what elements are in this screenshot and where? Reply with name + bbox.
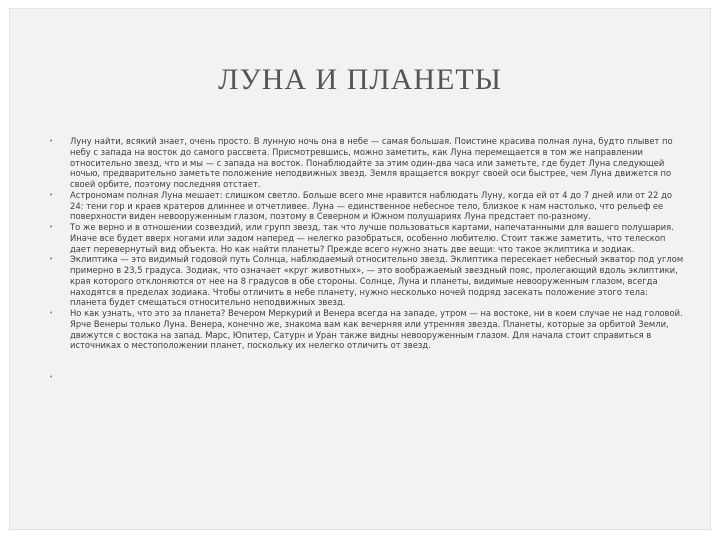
bullet-marker: • (49, 223, 54, 231)
bullet-text: То же верно и в отношении созвездий, или групп звезд, так что лучше пользоваться картами, напечатанными для вашего полушария. Иначе все будет вверх ногами или задом наперед — нелегко разобраться, особенно любителю. Стоит также заметить, что телескоп дает перевернутый вид объекта. Но как найти планеты? Прежде всего нужно знать две вещи: что такое эклиптика и зодиак. (70, 222, 674, 254)
bullet-marker: • (49, 255, 54, 264)
bullet-item (42, 190, 684, 222)
bullet-text: Луну найти, всякий знает, очень просто. В лунную ночь она в небе — самая большая. Поистине красива полная луна, будто плывет по небу с запада на восток до самого рассвета. Присмотревшись, можно заметить, как Луна перемещается в том же направлении относительно звезд, что и мы — с запада на восток. Понаблюдайте за этим один-два часа или заметьте, где будет Луна следующей ночью, предварительно заметьте положение неподвижных звезд. Земля вращается вокруг своей оси быстрее, чем Луна движется по своей орбите, поэтому последняя отстает. (70, 136, 673, 189)
bullet-marker: • (49, 309, 54, 317)
bullet-item (42, 254, 684, 308)
bullet-marker: • (49, 137, 54, 145)
slide-body (42, 136, 684, 383)
bullet-item (42, 308, 684, 351)
bullet-item (42, 136, 684, 190)
bullet-item-empty (42, 372, 684, 383)
slide-title: ЛУНА И ПЛАНЕТЫ (218, 63, 502, 96)
bullet-text: Эклиптика — это видимый годовой путь Солнца, наблюдаемый относительно звезд. Эклиптика пересекает небесный экватор под углом примерно в 23,5 градуса. Зодиак, что означает «круг животных», — это воображаемый звездный пояс, пролегающий вдоль эклиптики, края которого отклоняются от нее на 8 градусов в обе стороны. Солнце, Луна и планеты, видимые невооруженным глазом, всегда находятся в пределах зодиака. Чтобы отличить в небе планету, нужно несколько ночей подряд засекать положение этого тела: планета будет смещаться относительно неподвижных звезд. (70, 254, 684, 308)
bullet-text: Астрономам полная Луна мешает: слишком светло. Больше всего мне нравится наблюдать Луну, когда ей от 4 до 7 дней или от 22 до 24: тени гор и краев кратеров длиннее и отчетливее. Луна — единственное небесное тело, близкое к нам настолько, что рельеф ее поверхности виден невооруженным глазом, поэтому в Северном и Южном полушариях Луна предстает по-разному. (70, 189, 673, 222)
bullet-text: Но как узнать, что это за планета? Вечером Меркурий и Венера всегда на западе, утром — на востоке, ни в коем случае не над головой. Ярче Венеры только Луна. Венера, конечно же, знакома вам как вечерняя или утренняя звезда. Планеты, которые за орбитой Земли, движутся с востока на запад. Марс, Юпитер, Сатурн и Уран также видны невооруженным глазом. Для начала стоит справиться в источниках о местоположении планет, поскольку их нелегко отличить от звезд. (70, 308, 683, 351)
bullet-marker: • (49, 373, 54, 381)
bullet-item (42, 222, 684, 254)
bullet-marker: • (49, 190, 54, 199)
